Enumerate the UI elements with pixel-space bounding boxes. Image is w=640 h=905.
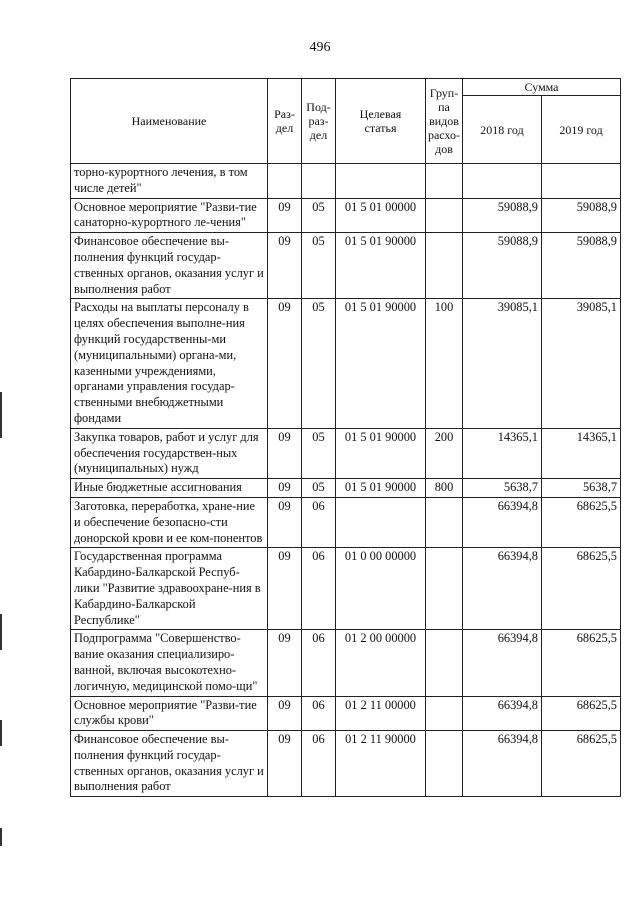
row-section-cell: 09: [268, 428, 302, 478]
row-expense-group-cell: [426, 497, 463, 547]
header-year-2019: 2019 год: [542, 96, 621, 164]
row-sum-2018-cell: 5638,7: [463, 479, 542, 498]
row-target-article-cell: 01 5 01 90000: [336, 428, 426, 478]
row-subsection-cell: 05: [302, 299, 336, 428]
row-subsection-cell: 05: [302, 198, 336, 233]
table-row: [71, 198, 621, 233]
header-subsection: Под- раз- дел: [302, 79, 336, 164]
row-section-cell: 09: [268, 731, 302, 797]
row-name-cell: Государственная программа Кабардино-Балкарской Респуб-лики "Развитие здравоохране-ния в Кабардино-Балкарской Республике": [71, 548, 268, 630]
row-sum-2018-cell: [463, 164, 542, 199]
row-sum-2019-cell: 68625,5: [542, 731, 621, 797]
row-subsection-cell: 05: [302, 428, 336, 478]
row-expense-group-cell: [426, 696, 463, 731]
row-expense-group-cell: 200: [426, 428, 463, 478]
scan-edge-mark: [0, 614, 2, 650]
row-sum-2019-cell: 59088,9: [542, 233, 621, 299]
row-section-cell: 09: [268, 233, 302, 299]
header-name: Наименование: [71, 79, 268, 164]
row-section-cell: 09: [268, 630, 302, 696]
row-subsection-cell: 06: [302, 630, 336, 696]
row-subsection-cell: 06: [302, 548, 336, 630]
row-sum-2019-cell: 39085,1: [542, 299, 621, 428]
row-target-article-cell: 01 2 00 00000: [336, 630, 426, 696]
row-sum-2019-cell: 59088,9: [542, 198, 621, 233]
row-section-cell: 09: [268, 198, 302, 233]
row-expense-group-cell: [426, 233, 463, 299]
row-name-cell: Основное мероприятие "Разви-тие службы крови": [71, 696, 268, 731]
row-name-cell: Подпрограмма "Совершенство-вание оказания специализиро-ванной, включая высокотехно-логичную, медицинской помо-щи": [71, 630, 268, 696]
row-name-cell: Финансовое обеспечение вы-полнения функций государ-ственных органов, оказания услуг и выполнения работ: [71, 731, 268, 797]
row-target-article-cell: 01 5 01 90000: [336, 299, 426, 428]
row-expense-group-cell: 100: [426, 299, 463, 428]
row-target-article-cell: [336, 164, 426, 199]
table-row: [71, 479, 621, 498]
row-sum-2019-cell: [542, 164, 621, 199]
row-sum-2019-cell: 5638,7: [542, 479, 621, 498]
row-target-article-cell: [336, 497, 426, 547]
row-name-cell: Закупка товаров, работ и услуг для обеспечения государствен-ных (муниципальных) нужд: [71, 428, 268, 478]
row-expense-group-cell: [426, 731, 463, 797]
row-expense-group-cell: [426, 198, 463, 233]
table-row: [71, 233, 621, 299]
header-section: Раз- дел: [268, 79, 302, 164]
row-sum-2019-cell: 68625,5: [542, 630, 621, 696]
row-expense-group-cell: [426, 164, 463, 199]
table-row: [71, 696, 621, 731]
table-row: [71, 731, 621, 797]
row-sum-2018-cell: 66394,8: [463, 630, 542, 696]
row-sum-2018-cell: 59088,9: [463, 198, 542, 233]
row-section-cell: 09: [268, 696, 302, 731]
row-sum-2018-cell: 66394,8: [463, 497, 542, 547]
scan-edge-mark: [0, 828, 2, 846]
row-subsection-cell: 06: [302, 696, 336, 731]
row-section-cell: [268, 164, 302, 199]
row-section-cell: 09: [268, 299, 302, 428]
row-subsection-cell: 05: [302, 233, 336, 299]
table-row: [71, 164, 621, 199]
header-year-2018: 2018 год: [463, 96, 542, 164]
table-header: [71, 79, 621, 164]
row-sum-2018-cell: 66394,8: [463, 696, 542, 731]
row-target-article-cell: 01 0 00 00000: [336, 548, 426, 630]
scan-edge-mark: [0, 392, 2, 438]
row-target-article-cell: 01 2 11 00000: [336, 696, 426, 731]
page-number: 496: [309, 40, 331, 55]
row-section-cell: 09: [268, 497, 302, 547]
row-sum-2018-cell: 66394,8: [463, 731, 542, 797]
row-subsection-cell: 06: [302, 497, 336, 547]
scan-edge-mark: [0, 720, 2, 746]
row-subsection-cell: [302, 164, 336, 199]
row-name-cell: Финансовое обеспечение вы-полнения функций государ-ственных органов, оказания услуг и выполнения работ: [71, 233, 268, 299]
row-expense-group-cell: [426, 548, 463, 630]
row-expense-group-cell: [426, 630, 463, 696]
row-name-cell: Заготовка, переработка, хране-ние и обеспечение безопасно-сти донорской крови и ее ком-понентов: [71, 497, 268, 547]
row-name-cell: торно-курортного лечения, в том числе детей": [71, 164, 268, 199]
row-subsection-cell: 05: [302, 479, 336, 498]
budget-table: [70, 78, 621, 797]
row-name-cell: Основное мероприятие "Разви-тие санаторно-курортного ле-чения": [71, 198, 268, 233]
table-row: [71, 548, 621, 630]
row-name-cell: Иные бюджетные ассигнования: [71, 479, 268, 498]
row-sum-2019-cell: 68625,5: [542, 548, 621, 630]
row-target-article-cell: 01 2 11 90000: [336, 731, 426, 797]
table-row: [71, 497, 621, 547]
table-row: [71, 630, 621, 696]
row-subsection-cell: 06: [302, 731, 336, 797]
row-target-article-cell: 01 5 01 00000: [336, 198, 426, 233]
table-row: [71, 299, 621, 428]
row-section-cell: 09: [268, 479, 302, 498]
row-expense-group-cell: 800: [426, 479, 463, 498]
header-target-article: Целевая статья: [336, 79, 426, 164]
row-sum-2018-cell: 66394,8: [463, 548, 542, 630]
header-expense-group: Груп- па видов расхо- дов: [426, 79, 463, 164]
row-sum-2018-cell: 59088,9: [463, 233, 542, 299]
table-body: [71, 164, 621, 797]
row-sum-2019-cell: 14365,1: [542, 428, 621, 478]
row-sum-2018-cell: 39085,1: [463, 299, 542, 428]
row-target-article-cell: 01 5 01 90000: [336, 233, 426, 299]
row-target-article-cell: 01 5 01 90000: [336, 479, 426, 498]
header-sum: Сумма: [463, 79, 621, 96]
row-section-cell: 09: [268, 548, 302, 630]
row-sum-2018-cell: 14365,1: [463, 428, 542, 478]
row-sum-2019-cell: 68625,5: [542, 696, 621, 731]
row-name-cell: Расходы на выплаты персоналу в целях обеспечения выполне-ния функций государственны-ми (муниципальными) органа-ми, казенными учреждениями, органами управления государ-ственными внебюджетными фондами: [71, 299, 268, 428]
table-row: [71, 428, 621, 478]
row-sum-2019-cell: 68625,5: [542, 497, 621, 547]
